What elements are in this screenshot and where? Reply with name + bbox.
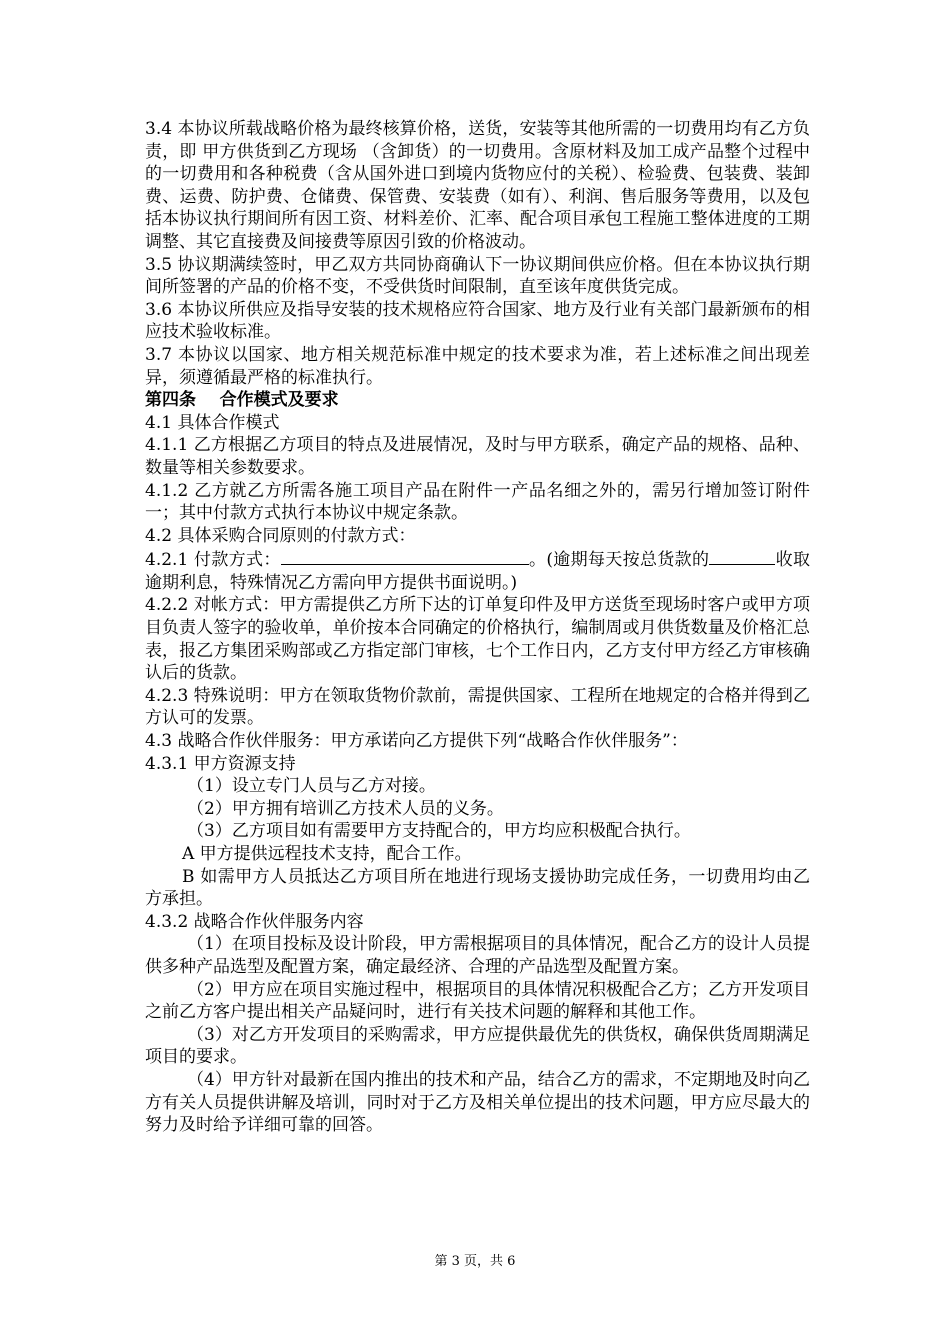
- service-item-4: （4）甲方针对最新在国内推出的技术和产品，结合乙方的需求，不定期地及时向乙方有关人员提供讲解及培训，同时对于乙方及相关单位提出的技术问题，甲方应尽最大的努力及时给予详细可靠的回答。: [145, 1069, 810, 1136]
- clause-4-2-1-label: 4.2.1 付款方式：: [145, 550, 281, 571]
- clause-4-1: 4.1 具体合作模式: [145, 412, 280, 433]
- clause-4-3-2: 4.3.2 战略合作伙伴服务内容: [145, 911, 364, 932]
- article-4-heading: 第四条 合作模式及要求: [145, 390, 339, 411]
- clause-4-2-1-tail: 收取逾期利息，特殊情况乙方需向甲方提供书面说明。): [145, 550, 810, 593]
- service-item-2: （2）甲方应在项目实施过程中，根据项目的具体情况积极配合乙方；乙方开发项目之前乙方客户提出相关产品疑问时，进行有关技术问题的解释和其他工作。: [145, 979, 810, 1023]
- clause-4-2: 4.2 具体采购合同原则的付款方式：: [145, 525, 416, 546]
- clause-3-5: 3.5 协议期满续签时，甲乙双方共同协商确认下一协议期间供应价格。但在本协议执行期间所签署的产品的价格不变，不受供货时间限制，直至该年度供货完成。: [145, 254, 810, 298]
- service-item-3: （3）对乙方开发项目的采购需求，甲方应提供最优先的供货权，确保供货周期满足项目的要求。: [145, 1024, 810, 1068]
- support-item-3: （3）乙方项目如有需要甲方支持配合的，甲方均应积极配合执行。: [187, 821, 691, 842]
- clause-4-3: 4.3 战略合作伙伴服务：甲方承诺向乙方提供下列“战略合作伙伴服务”：: [145, 731, 688, 752]
- support-item-b: B 如需甲方人员抵达乙方项目所在地进行现场支援协助完成任务，一切费用均由乙方承担。: [145, 866, 810, 910]
- clause-4-2-1-overdue-text: 。(逾期每天按总货款的: [528, 550, 710, 571]
- service-item-1: （1）在项目投标及设计阶段，甲方需根据项目的具体情况，配合乙方的设计人员提供多种产品选型及配置方案，确定最经济、合理的产品选型及配置方案。: [145, 934, 810, 977]
- document-body: [145, 118, 810, 1137]
- clause-4-2-3: 4.2.3 特殊说明：甲方在领取货物价款前，需提供国家、工程所在地规定的合格并得到乙方认可的发票。: [145, 685, 810, 729]
- clause-4-1-1: 4.1.1 乙方根据乙方项目的特点及进展情况，及时与甲方联系，确定产品的规格、品种、数量等相关参数要求。: [145, 435, 810, 478]
- overdue-rate-blank: [709, 547, 775, 565]
- clause-3-4: 3.4 本协议所载战略价格为最终核算价格，送货，安装等其他所需的一切费用均有乙方负责，即 甲方供货到乙方现场 （含卸货）的一切费用。含原材料及加工成产品整个过程中的一切费用和各种税费（含从国外进口到境内货物应付的关税）、检验费、包装费、装卸费、运费、防护费、仓储费、保管费、安装费（如有）、利润、售后服务等费用，以及包括本协议执行期间所有因工资、材料差价、汇率、配合项目承包工程施工整体进度的工期调整、其它直接费及间接费等原因引致的价格波动。: [145, 119, 810, 252]
- clause-4-2-2: 4.2.2 对帐方式：甲方需提供乙方所下达的订单复印件及甲方送货至现场时客户或甲方项目负责人签字的验收单，单价按本合同确定的价格执行，编制周或月供货数量及价格汇总表，报乙方集团采购部或乙方指定部门审核，七个工作日内，乙方支付甲方经乙方审核确认后的货款。: [145, 595, 810, 684]
- page-number-footer: 第 3 页，共 6: [434, 1254, 516, 1269]
- support-item-a: A 甲方提供远程技术支持，配合工作。: [182, 844, 472, 864]
- clause-3-6: 3.6 本协议所供应及指导安装的技术规格应符合国家、地方及行业有关部门最新颁布的相应技术验收标准。: [145, 299, 810, 343]
- support-item-2: （2）甲方拥有培训乙方技术人员的义务。: [187, 798, 504, 819]
- clause-3-7: 3.7 本协议以国家、地方相关规范标准中规定的技术要求为准，若上述标准之间出现差异，须遵循最严格的标准执行。: [145, 344, 810, 388]
- clause-4-2-1: [145, 547, 810, 594]
- clause-4-3-1: 4.3.1 甲方资源支持: [145, 753, 296, 774]
- support-item-1: （1）设立专门人员与乙方对接。: [187, 776, 436, 797]
- clause-4-1-2: 4.1.2 乙方就乙方所需各施工项目产品在附件一产品名细之外的，需另行增加签订附件一；其中付款方式执行本协议中规定条款。: [145, 480, 810, 524]
- payment-method-blank: [281, 547, 529, 565]
